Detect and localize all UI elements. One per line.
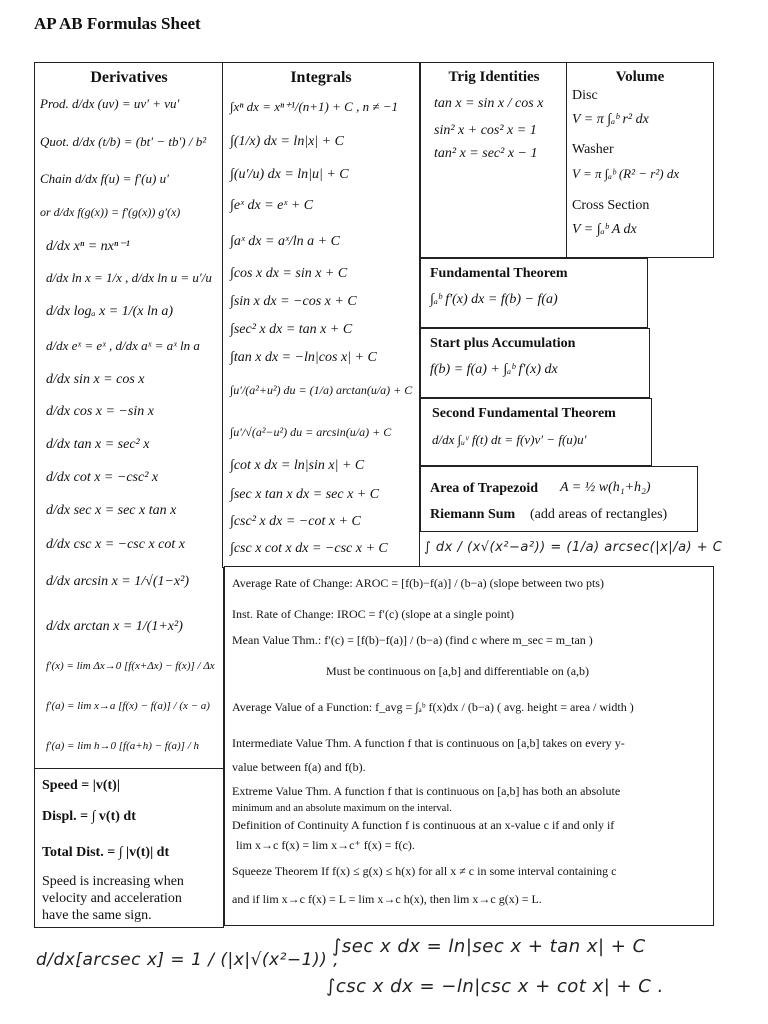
derivative-limit-def-3: f′(a) = lim h→0 [f(a+h) − f(a)] / h <box>46 740 199 752</box>
accum-formula: f(b) = f(a) + ∫ₐᵇ f′(x) dx <box>430 362 558 377</box>
trig-pythagorean: sin² x + cos² x = 1 <box>434 123 537 138</box>
derivative-csc: d/dx csc x = −csc x cot x <box>46 537 185 552</box>
integral-sec-sq: ∫sec² x dx = tan x + C <box>230 322 353 337</box>
integral-csc-sq: ∫csc² x dx = −cot x + C <box>230 514 361 529</box>
trig-tan-sec: tan² x = sec² x − 1 <box>434 146 538 161</box>
volume-header: Volume <box>615 69 665 85</box>
handwritten-csc-integral: ∫csc x dx = −ln|csc x + cot x| + C . <box>326 976 664 997</box>
integral-cot: ∫cot x dx = ln|sin x| + C <box>230 458 365 473</box>
derivative-arctan: d/dx arctan x = 1/(1+x²) <box>46 619 183 634</box>
integral-exp: ∫eˣ dx = eˣ + C <box>230 198 314 213</box>
ivt-line-1: Intermediate Value Thm. A function f that is continuous on [a,b] takes on every y- <box>232 736 625 750</box>
volume-cross-label: Cross Section <box>572 198 650 213</box>
speed-note-1: Speed is increasing when <box>42 874 184 889</box>
integrals-header: Integrals <box>290 69 352 86</box>
riemann-label: Riemann Sum <box>430 507 516 522</box>
derivative-tan: d/dx tan x = sec² x <box>46 437 150 452</box>
speed-note-2: velocity and acceleration <box>42 891 182 906</box>
trapezoid-label: Area of Trapezoid <box>430 481 539 496</box>
integral-log-deriv: ∫(u′/u) dx = ln|u| + C <box>230 167 349 182</box>
mean-value-theorem: Mean Value Thm.: f′(c) = [f(b)−f(a)] / (b−a) (find c where m_sec = m_tan ) <box>232 633 593 647</box>
speed-note-3: have the same sign. <box>42 908 152 923</box>
continuity-def: Definition of Continuity A function f is continuous at an x-value c if and only if <box>232 818 615 832</box>
volume-cross-formula: V = ∫ₐᵇ A dx <box>572 222 637 237</box>
accum-header: Start plus Accumulation <box>430 336 576 351</box>
volume-washer-formula: V = π ∫ₐᵇ (R² − r²) dx <box>572 166 680 181</box>
speed-formula: Speed = |v(t)| <box>42 778 120 793</box>
derivative-limit-def-1: f′(x) = lim Δx→0 [f(x+Δx) − f(x)] / Δx <box>46 660 215 672</box>
integral-csc-cot: ∫csc x cot x dx = −csc x + C <box>230 541 388 556</box>
integral-a-power: ∫aˣ dx = aˣ/ln a + C <box>230 234 340 249</box>
page-title: AP AB Formulas Sheet <box>34 14 201 33</box>
derivative-arcsin: d/dx arcsin x = 1/√(1−x²) <box>46 574 190 589</box>
evt-line-1: Extreme Value Thm. A function f that is continuous on [a,b] has both an absolute <box>232 784 621 798</box>
displacement-formula: Displ. = ∫ v(t) dt <box>42 809 136 824</box>
derivative-chain-alt: or d/dx f(g(x)) = f′(g(x)) g′(x) <box>40 205 181 219</box>
squeeze-theorem: Squeeze Theorem If f(x) ≤ g(x) ≤ h(x) for all x ≠ c in some interval containing c <box>232 864 617 878</box>
derivative-limit-def-2: f′(a) = lim x→a [f(x) − f(a)] / (x − a) <box>46 700 210 712</box>
ftc-header: Fundamental Theorem <box>430 266 568 281</box>
derivative-cot: d/dx cot x = −csc² x <box>46 470 159 485</box>
integral-sin: ∫sin x dx = −cos x + C <box>230 294 357 309</box>
derivative-log: d/dx logₐ x = 1/(x ln a) <box>46 304 174 319</box>
integral-sec-tan: ∫sec x tan x dx = sec x + C <box>230 487 380 502</box>
average-value: Average Value of a Function: f_avg = ∫ₐᵇ f(x)dx / (b−a) ( avg. height = area / width ) <box>232 700 634 714</box>
derivative-chain: Chain d/dx f(u) = f′(u) u′ <box>40 171 169 186</box>
trig-tan-identity: tan x = sin x / cos x <box>434 96 544 111</box>
total-distance-formula: Total Dist. = ∫ |v(t)| dt <box>42 845 170 860</box>
ivt-line-2: value between f(a) and f(b). <box>232 760 366 774</box>
derivative-product: Prod. d/dx (uv) = uv′ + vu′ <box>40 96 180 111</box>
mvt-note: Must be continuous on [a,b] and differentiable on (a,b) <box>326 664 590 678</box>
squeeze-theorem-2: and if lim x→c f(x) = L = lim x→c h(x), then lim x→c g(x) = L. <box>232 892 542 906</box>
trig-header: Trig Identities <box>448 69 540 85</box>
derivative-exp: d/dx eˣ = eˣ , d/dx aˣ = aˣ ln a <box>46 338 200 353</box>
handwritten-arcsec-integral: ∫ dx / (x√(x²−a²)) = (1/a) arcsec(|x|/a) + C <box>424 540 723 555</box>
derivative-cos: d/dx cos x = −sin x <box>46 404 154 419</box>
integral-arcsin: ∫u′/√(a²−u²) du = arcsin(u/a) + C <box>230 425 392 439</box>
integral-arctan: ∫u′/(a²+u²) du = (1/a) arctan(u/a) + C <box>230 383 413 397</box>
derivative-ln: d/dx ln x = 1/x , d/dx ln u = u′/u <box>46 270 212 285</box>
integral-reciprocal: ∫(1/x) dx = ln|x| + C <box>230 134 345 149</box>
riemann-note: (add areas of rectangles) <box>530 507 668 522</box>
handwritten-arcsec-derivative: d/dx[arcsec x] = 1 / (|x|√(x²−1)) , <box>36 950 340 970</box>
integral-tan: ∫tan x dx = −ln|cos x| + C <box>230 350 377 365</box>
derivative-power: d/dx xⁿ = nxⁿ⁻¹ <box>46 239 130 254</box>
integral-cos: ∫cos x dx = sin x + C <box>230 266 348 281</box>
avg-rate-change: Average Rate of Change: AROC = [f(b)−f(a)] / (b−a) (slope between two pts) <box>232 576 604 590</box>
handwritten-sec-integral: ∫sec x dx = ln|sec x + tan x| + C <box>332 936 646 957</box>
volume-washer-label: Washer <box>572 142 614 157</box>
volume-disc-label: Disc <box>572 88 598 103</box>
ftc2-formula: d/dx ∫ᵤᵛ f(t) dt = f(v)v′ − f(u)u′ <box>432 432 587 447</box>
derivatives-header: Derivatives <box>90 69 168 86</box>
volume-disc-formula: V = π ∫ₐᵇ r² dx <box>572 112 649 127</box>
derivative-sec: d/dx sec x = sec x tan x <box>46 503 177 518</box>
evt-line-2: minimum and an absolute maximum on the interval. <box>232 803 452 814</box>
inst-rate-change: Inst. Rate of Change: IROC = f′(c) (slope at a single point) <box>232 607 514 621</box>
ftc-formula: ∫ₐᵇ f′(x) dx = f(b) − f(a) <box>430 292 558 307</box>
derivative-sin: d/dx sin x = cos x <box>46 372 145 387</box>
ftc2-header: Second Fundamental Theorem <box>432 406 616 421</box>
continuity-limit: lim x→c f(x) = lim x→c⁺ f(x) = f(c). <box>236 838 415 852</box>
trapezoid-formula: A = ½ w(h₁+h₂) <box>560 480 651 495</box>
derivative-quotient: Quot. d/dx (t/b) = (bt′ − tb′) / b² <box>40 134 207 149</box>
integral-power: ∫xⁿ dx = xⁿ⁺¹/(n+1) + C , n ≠ −1 <box>230 99 398 114</box>
